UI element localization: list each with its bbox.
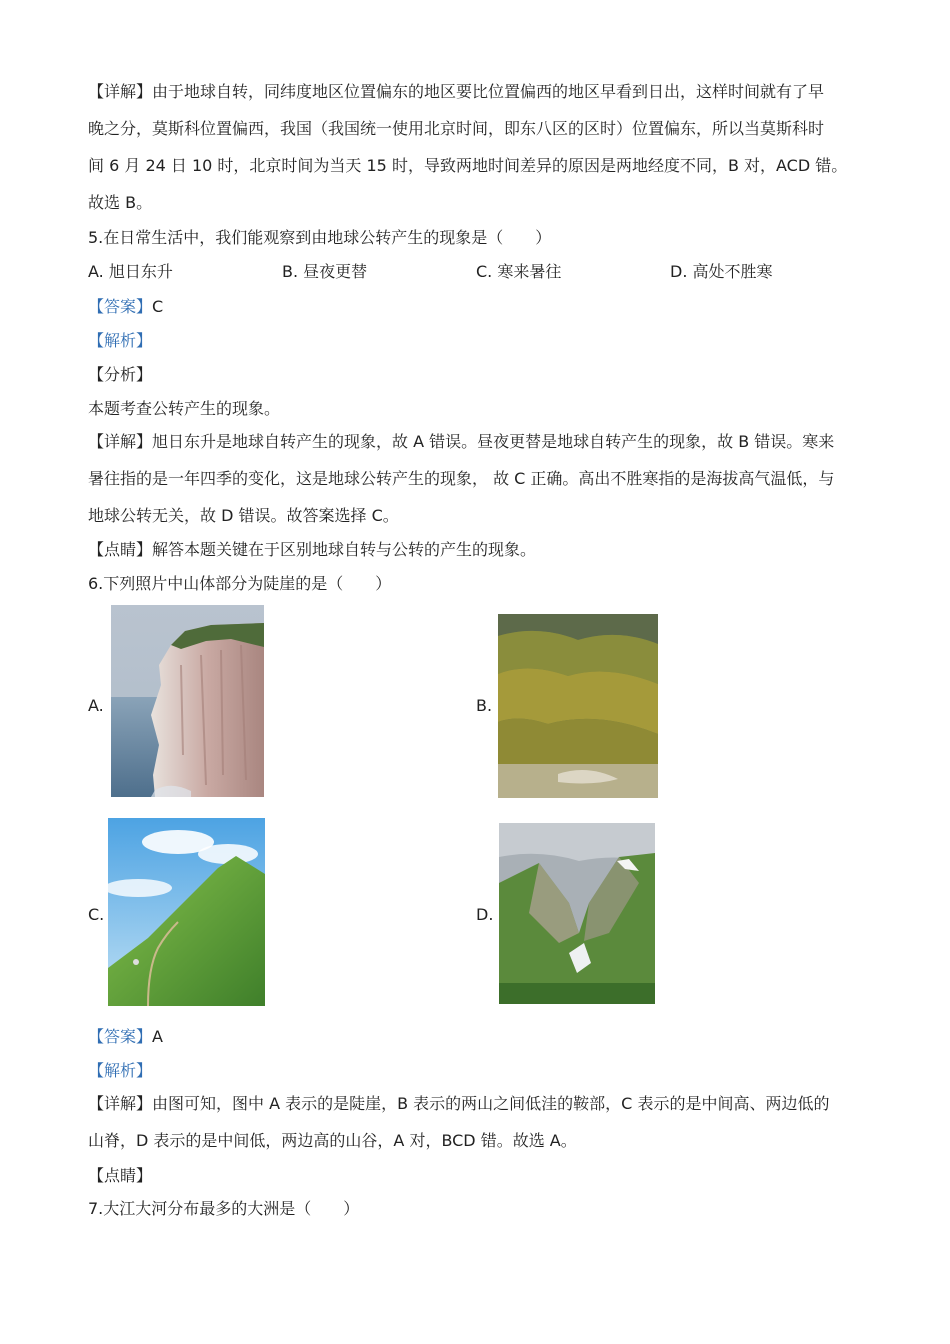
q5-detail-line-3: 地球公转无关，故 D 错误。故答案选择 C。 xyxy=(88,506,399,525)
q4-detail-line-3: 间 6 月 24 日 10 时，北京时间为当天 15 时，导致两地时间差异的原因是两地经度不同，B 对，ACD 错。 xyxy=(88,156,848,175)
q5-question: 5.在日常生活中，我们能观察到由地球公转产生的现象是（ ） xyxy=(88,228,552,247)
q6-option-a-label: A. xyxy=(88,696,104,715)
q5-answer-value: C xyxy=(152,297,164,316)
q6-detail-line-1: 【详解】由图可知，图中 A 表示的是陡崖，B 表示的两山之间低洼的鞍部，C 表示的是中间高、两边低的 xyxy=(88,1094,830,1113)
q5-detail-line-2: 暑往指的是一年四季的变化，这是地球公转产生的现象， 故 C 正确。高出不胜寒指的是海拔高气温低，与 xyxy=(88,469,835,488)
q6-option-c-label: C. xyxy=(88,905,105,924)
q5-option-c: C. 寒来暑往 xyxy=(476,262,562,281)
q6-answer-value: A xyxy=(152,1027,163,1046)
q6-dianjing: 【点睛】 xyxy=(88,1166,153,1185)
q5-detail-line-1: 【详解】旭日东升是地球自转产生的现象，故 A 错误。昼夜更替是地球自转产生的现象，故 B 错误。寒来 xyxy=(88,432,835,451)
q6-analysis-tag: 【解析】 xyxy=(88,1061,153,1080)
q6-answer xyxy=(88,1027,163,1047)
q5-fenxi-tag: 【分析】 xyxy=(88,365,153,384)
q6-detail-line-2: 山脊，D 表示的是中间低，两边高的山谷，A 对，BCD 错。故选 A。 xyxy=(88,1131,577,1150)
q5-option-d: D. 高处不胜寒 xyxy=(670,262,773,281)
q6-option-d-label: D. xyxy=(476,905,494,924)
q4-detail-line-4: 故选 B。 xyxy=(88,193,153,212)
q7-question: 7.大江大河分布最多的大洲是（ ） xyxy=(88,1199,360,1218)
q6-photo-d-valley xyxy=(499,823,655,1004)
q4-detail-line-1: 【详解】由于地球自转，同纬度地区位置偏东的地区要比位置偏西的地区早看到日出，这样时间就有了早 xyxy=(88,82,825,101)
q5-option-b: B. 昼夜更替 xyxy=(282,262,368,281)
q5-dianjing: 【点睛】解答本题关键在于区别地球自转与公转的产生的现象。 xyxy=(88,540,537,559)
q6-option-b-label: B. xyxy=(476,696,493,715)
q5-answer-tag: 【答案】 xyxy=(88,297,153,316)
q5-answer xyxy=(88,297,163,317)
q5-fenxi: 本题考查公转产生的现象。 xyxy=(88,399,281,418)
q6-answer-tag: 【答案】 xyxy=(88,1027,153,1046)
q6-photo-b-saddle xyxy=(498,614,658,798)
q6-question: 6.下列照片中山体部分为陡崖的是（ ） xyxy=(88,574,392,593)
q5-analysis-tag: 【解析】 xyxy=(88,331,153,350)
q6-photo-c-ridge xyxy=(108,818,265,1006)
q5-option-a: A. 旭日东升 xyxy=(88,262,173,281)
q6-photo-a-cliff xyxy=(111,605,264,797)
q4-detail-line-2: 晚之分，莫斯科位置偏西，我国（我国统一使用北京时间，即东八区的区时）位置偏东，所以当莫斯科时 xyxy=(88,119,825,138)
